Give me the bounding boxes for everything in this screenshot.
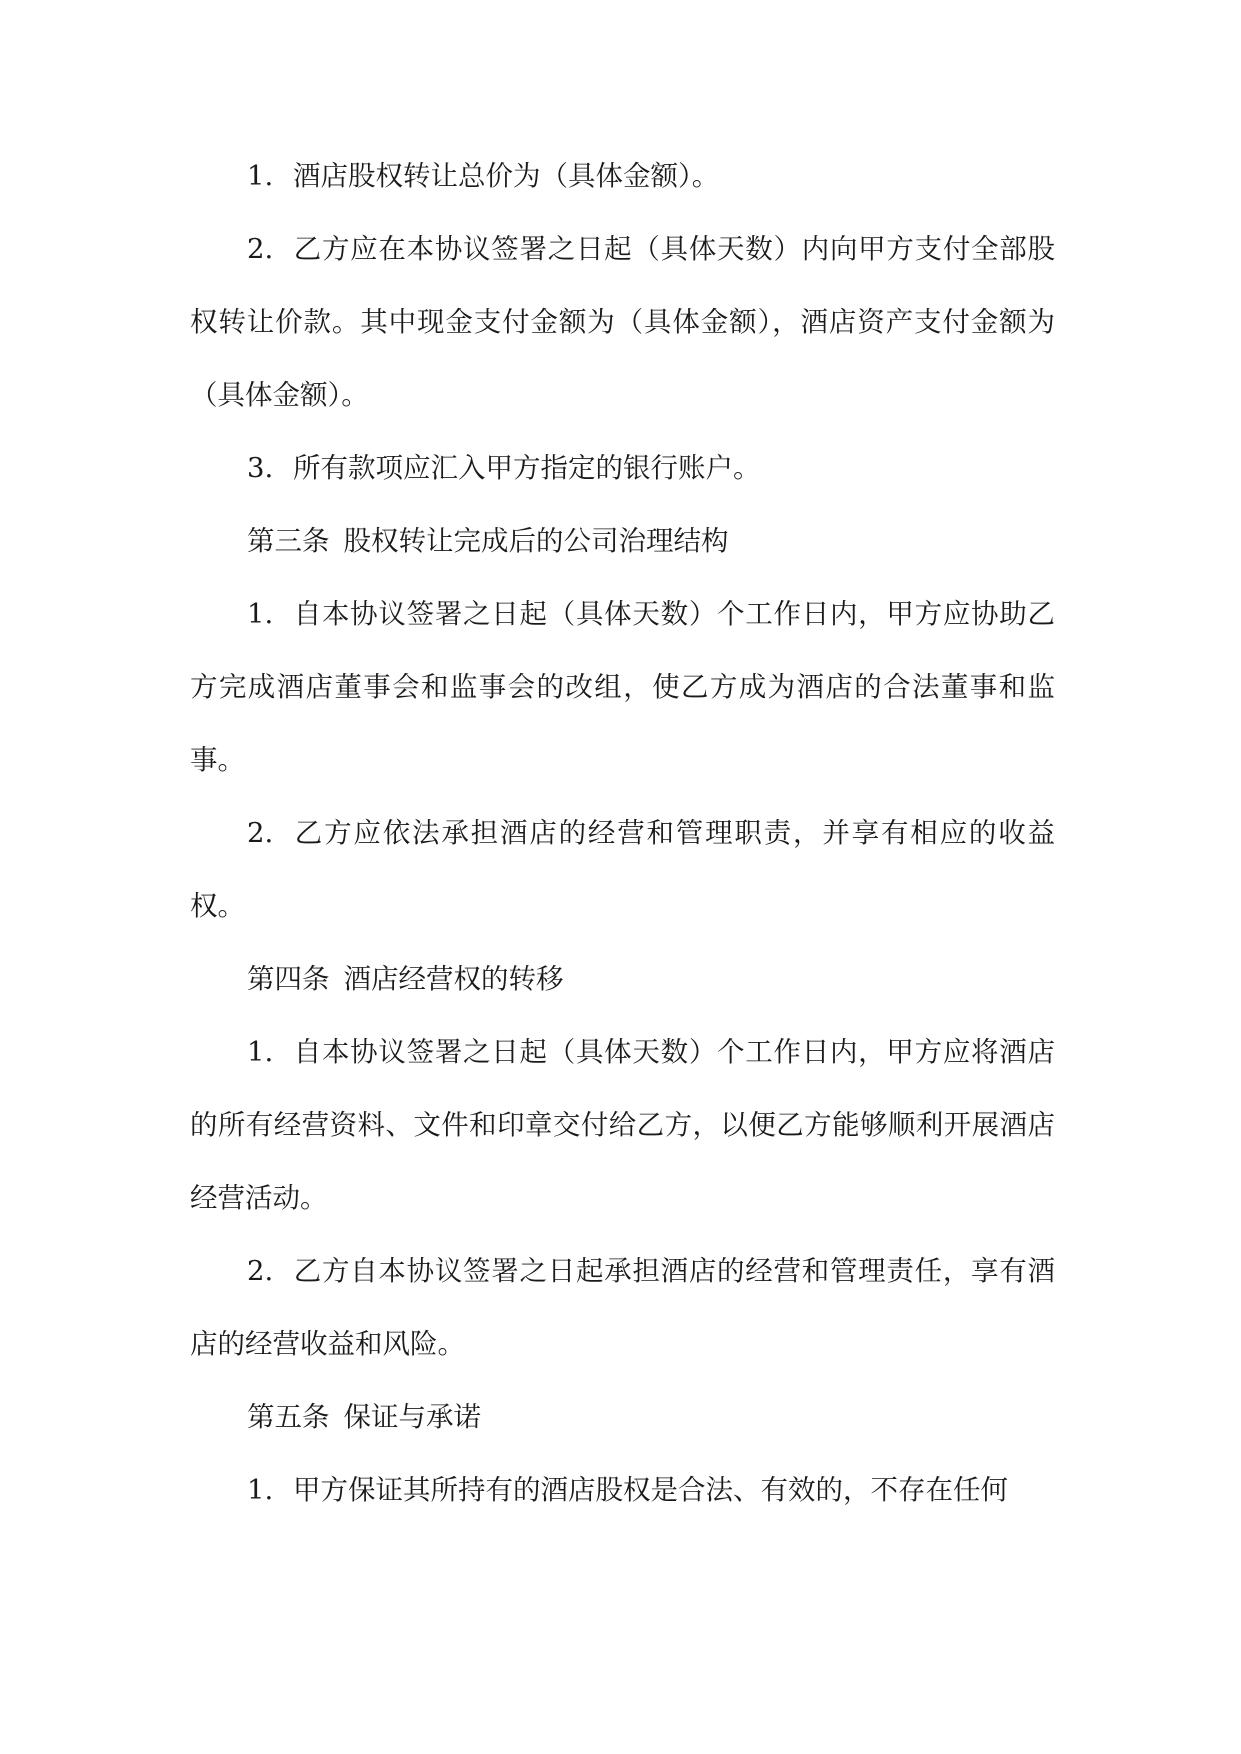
list-item bbox=[190, 1454, 1055, 1527]
item-number: 1. bbox=[247, 1474, 274, 1506]
article-number: 第三条 bbox=[247, 525, 330, 557]
article-heading bbox=[190, 943, 1055, 1016]
article-heading bbox=[190, 1381, 1055, 1454]
item-number: 1. bbox=[247, 1036, 274, 1068]
item-text: 乙方自本协议签署之日起承担酒店的经营和管理责任，享有酒店的经营收益和风险。 bbox=[190, 1255, 1055, 1360]
item-text: 酒店股权转让总价为（具体金额）。 bbox=[293, 160, 720, 192]
article-title: 股权转让完成后的公司治理结构 bbox=[343, 525, 729, 557]
item-number: 1. bbox=[247, 160, 274, 192]
article-heading bbox=[190, 505, 1055, 578]
article-title: 酒店经营权的转移 bbox=[343, 963, 564, 995]
list-item bbox=[190, 213, 1055, 432]
item-number: 1. bbox=[247, 598, 274, 630]
item-text: 乙方应在本协议签署之日起（具体天数）内向甲方支付全部股权转让价款。其中现金支付金额为（具体金额），酒店资产支付金额为（具体金额）。 bbox=[190, 233, 1055, 411]
list-item bbox=[190, 1016, 1055, 1235]
article-number: 第五条 bbox=[247, 1401, 330, 1433]
document-body bbox=[190, 140, 1055, 1527]
item-number: 3. bbox=[247, 452, 274, 484]
item-text: 自本协议签署之日起（具体天数）个工作日内，甲方应协助乙方完成酒店董事会和监事会的改组，使乙方成为酒店的合法董事和监事。 bbox=[190, 598, 1055, 776]
list-item bbox=[190, 1235, 1055, 1381]
item-text: 甲方保证其所持有的酒店股权是合法、有效的，不存在任何 bbox=[293, 1474, 1008, 1506]
item-text: 乙方应依法承担酒店的经营和管理职责，并享有相应的收益权。 bbox=[190, 817, 1055, 922]
article-title: 保证与承诺 bbox=[343, 1401, 481, 1433]
list-item bbox=[190, 578, 1055, 797]
item-number: 2. bbox=[247, 1255, 274, 1287]
list-item bbox=[190, 797, 1055, 943]
item-number: 2. bbox=[247, 817, 274, 849]
item-text: 所有款项应汇入甲方指定的银行账户。 bbox=[293, 452, 761, 484]
list-item bbox=[190, 140, 1055, 213]
article-number: 第四条 bbox=[247, 963, 330, 995]
item-number: 2. bbox=[247, 233, 274, 265]
list-item bbox=[190, 432, 1055, 505]
item-text: 自本协议签署之日起（具体天数）个工作日内，甲方应将酒店的所有经营资料、文件和印章交付给乙方，以便乙方能够顺利开展酒店经营活动。 bbox=[190, 1036, 1055, 1214]
